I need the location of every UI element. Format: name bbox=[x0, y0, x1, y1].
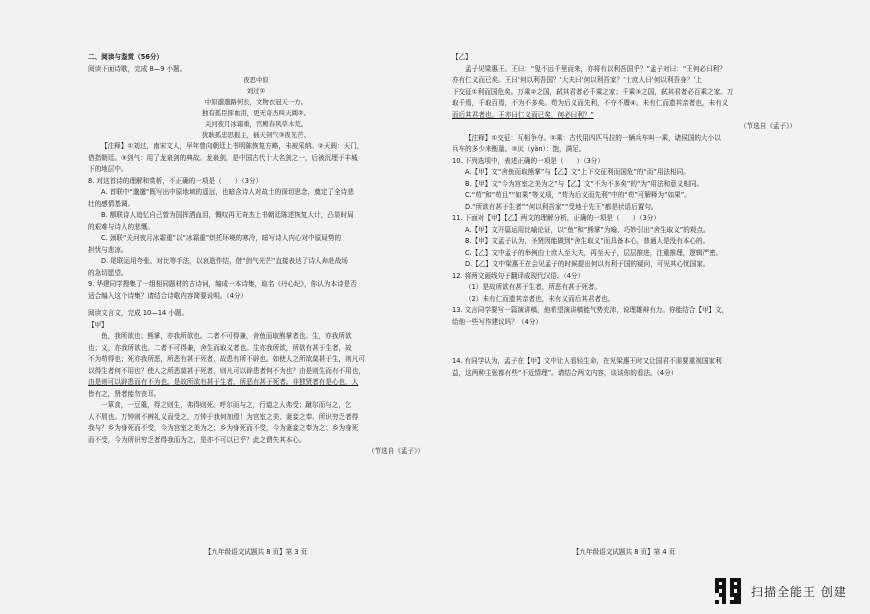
right-text-line: D.【乙】文中梁惠王在会见孟子的时候提出何以有利于国的疑问，可见其心忧国家。 bbox=[465, 260, 710, 268]
left-text-line: 鱼，我所欲也；熊掌，亦我所欲也。二者不可得兼，舍鱼而取熊掌者也。生，亦我所欲 bbox=[101, 332, 352, 340]
left-text-line: 壮的感情基调。 bbox=[88, 199, 135, 208]
page-footer: 【九年级语文试题共 8 页】第 4 页 bbox=[572, 548, 676, 556]
left-text-line: 的急切愿望。 bbox=[88, 268, 128, 277]
left-text-line: 不为苟得也；死亦我所恶，所恶有甚于死者，故患有所不辟也。如使人之所欲莫甚于生，则凡可 bbox=[88, 355, 365, 363]
right-text-line: 【注释】①交征：互相争夺。②乘：古代用四匹马拉的一辆兵车叫一乘，诸侯国的大小以 bbox=[465, 133, 721, 142]
left-text-line: 一箪食，一豆羹，得之则生，弗得则死。呼尔而与之，行道之人弗受；蹴尔而与之，乞 bbox=[101, 401, 352, 409]
left-text-line: 夜思中原 bbox=[243, 76, 269, 84]
right-text-line: C.“苟”和“苟且”“如果”等义项，“苟为后义而先利”中的“苟”可解释为“如果”。 bbox=[465, 191, 691, 199]
left-text-line: 阅读文言文，完成 10—14 小题。 bbox=[88, 309, 189, 317]
right-text-line: 取千焉，千取百焉，不为不多矣。苟为后义而先利，不夺不餍④。未有仁而遗其亲者也，未有义 bbox=[452, 99, 729, 107]
right-text-line: A.【甲】文“舍鱼而取熊掌”与【乙】文“上下交征利而国危”的“而”用法相同。 bbox=[465, 168, 690, 176]
right-text-line: 亦有仁义而已矣。王曰‘何以利吾国？’大夫曰‘何以利吾家？’士庶人曰‘何以利吾身？’上 bbox=[452, 76, 702, 84]
left-text-line: B. 额联诗人追忆自己曾为国挥洒血泪，慨叹再无奇杰上书朝廷陈述恢复大计，凸显时局 bbox=[101, 211, 354, 219]
right-text-line bbox=[452, 328, 796, 342]
right-text-line: 【乙】 bbox=[452, 53, 472, 61]
left-text-line: 8. 对这首诗的理解和赏析，不正确的一项是（ ）（3分） bbox=[88, 176, 263, 185]
right-text-line: 下交征①利而国危矣。万乘②之国，弑其君者必千乘之家；千乘③之国，弑其君者必百乘之家。万 bbox=[452, 87, 734, 96]
left-text-line: 由是则可以辟患而有不为也。是故所欲有甚于生者，所恶有甚于死者。非独贤者有是心也，人 bbox=[88, 378, 359, 386]
left-text-line: 刘过① bbox=[246, 87, 266, 95]
right-text-line: B.【甲】文“今为宫室之美为之”与【乙】文“不为不多矣”的“为”用法和意义相同。 bbox=[465, 179, 704, 188]
left-text-line: 二、阅读与鉴赏（56分） bbox=[88, 53, 164, 61]
left-text-line: 中原邈邈路何长，文物衣冠天一方。 bbox=[204, 98, 308, 106]
right-text-line bbox=[452, 342, 796, 356]
left-text-line: 担忧与悲凉。 bbox=[88, 245, 128, 254]
left-text-line: C. 颈联“关河夜月冰霜重”以“冰霜重”烘托环境的寒冷，暗写诗人内心对中原局势的 bbox=[101, 234, 342, 242]
right-text-line: 11. 下面对【甲】【乙】两文的理解分析，正确的一项是（ ）（3分） bbox=[452, 214, 660, 222]
left-text-line: 而不受，今为所识穷乏者得我而为之，是亦不可以已乎？此之谓失其本心。 bbox=[88, 435, 306, 444]
right-text-line: 益，这两种主张都有些“不近情理”。请结合两文内容，谈谈你的看法。（4分） bbox=[452, 368, 678, 377]
left-text-line: 我与？乡为身死而不受，今为宫室之美为之；乡为身死而不受，今为妻妾之奉为之；乡为身死 bbox=[88, 424, 359, 432]
right-text-line: （节选自《孟子》） bbox=[739, 122, 796, 130]
left-text-line: 犹耿孤忠思报主，插天剑气③夜光芒。 bbox=[202, 131, 310, 139]
right-text-line: D.“所欲有甚于生者”“何以利吾家”“受地于先王”都是状语后置句。 bbox=[465, 202, 658, 211]
right-text-line: （2）未有仁而遗其亲者也，未有义而后其君者也。 bbox=[465, 294, 615, 303]
left-text-line: 也；义，亦我所欲也。二者不可得兼，舍生而取义者也。生亦我所欲，所欲有甚于生者，故 bbox=[88, 343, 352, 352]
right-text-line: 兵车的多少来衡量。③厌（yàn）：饱，满足。 bbox=[452, 145, 586, 153]
right-text-line: A.【甲】文开篇运用比喻论证，以“鱼”和“熊掌”为喻，巧妙引出“舍生取义”的观点。 bbox=[465, 225, 710, 234]
left-text-line: 独有孤臣挥血泪，更无奇杰叫天阊②。 bbox=[202, 109, 310, 117]
left-text-line: 借指朝廷。③剑气：用了龙泉剑的典故。龙泉剑，是中国古代十大名剑之一，后被沉埋于丰城 bbox=[88, 153, 358, 162]
right-text-line: 12. 将两文画线句子翻译成现代汉语。（4分） bbox=[452, 271, 585, 280]
left-text-line: 关河夜月冰霜重，宫殿春风草木荒。 bbox=[204, 120, 308, 128]
page-footer: 【九年级语文试题共 8 页】第 3 页 bbox=[204, 548, 308, 556]
right-text-line: C.【乙】文中孟子的举例由士庶人至大夫，再至天子，层层推进，注重推理，逻辑严密。 bbox=[465, 248, 723, 257]
left-text-line: 【注释】①刘过，南宋文人，早年曾向朝廷上书明陈恢复方略，未被采纳。②天阊：天门， bbox=[101, 142, 364, 150]
exam-page-4 bbox=[452, 52, 796, 556]
left-text-line: D. 尾联运用夸张、对比等手法，以哀逝作结，借“剑气光芒”直接表达了诗人奔赴战场 bbox=[101, 257, 348, 265]
left-text-line: 以得生者何不用也？使人之所恶莫甚于死者，则凡可以辟患者何不为也？由是则生而有不用也， bbox=[88, 366, 365, 375]
left-text-line: （节选自《孟子》） bbox=[367, 447, 424, 455]
right-text-line: 13. 文言同学要写一篇演讲稿，他希望演讲稿能气势充沛，说理雄辩有力。你能结合【甲】文， bbox=[452, 306, 729, 314]
left-text-line: 适合编入这个诗集？请结合诗歌内容简要说明。（4分） bbox=[88, 291, 248, 300]
right-text-line: 孟子见梁惠王。王曰：“叟不远千里而来，亦将有以利吾国乎？”孟子对曰：“王何必曰利？ bbox=[465, 64, 726, 73]
scanner-watermark bbox=[715, 578, 847, 604]
left-text-line: 【甲】 bbox=[88, 320, 108, 329]
right-text-line: 14. 有同学认为，孟子在【甲】文中让人看轻生命，在见梁惠王时又让国君不需要重视国家利 bbox=[452, 357, 722, 365]
left-text-line: A. 首联中“邈邈”既写出中原地域的遥远，也暗含诗人对故土的深切思念，奠定了全诗悲 bbox=[101, 188, 354, 196]
right-text-line: 而后其君者也。王亦曰仁义而已矣，何必曰利？” bbox=[452, 110, 594, 119]
right-text-line: （1）是故所欲有甚于生者，所恶有甚于死者。 bbox=[465, 283, 602, 291]
qr-code-icon bbox=[715, 578, 741, 604]
left-text-line: 皆有之，贤者能勿丧耳。 bbox=[88, 389, 161, 398]
right-text-line: B.【甲】文孟子认为，圣贤因能做到“舍生取义”而具备本心，普通人是没有本心的。 bbox=[465, 237, 710, 245]
left-text-line: 人不屑也。万钟则不辨礼义而受之，万钟于我何加焉！为宫室之美、妻妾之奉、所识穷乏者得 bbox=[88, 412, 359, 421]
scanner-brand-label: 扫描全能王 创建 bbox=[751, 584, 847, 599]
left-text-line: 下的地层中。 bbox=[88, 165, 128, 173]
left-text-line: 的艰难与诗人的悲慨。 bbox=[88, 222, 154, 231]
right-text-line: 10. 下列选项中，表述正确的一项是（ ）（3分） bbox=[452, 156, 604, 165]
right-text-line: 给他一些写作建议吗？（4分） bbox=[452, 317, 542, 326]
left-text-line: 阅读下面诗歌，完成 8—9 小题。 bbox=[88, 64, 187, 73]
exam-page-3 bbox=[88, 52, 424, 556]
left-text-line: 9. 华建同学搜集了一组相同题材的古诗词，编成一本诗集，取名《丹心纪》，你认为本诗是否 bbox=[88, 280, 357, 288]
